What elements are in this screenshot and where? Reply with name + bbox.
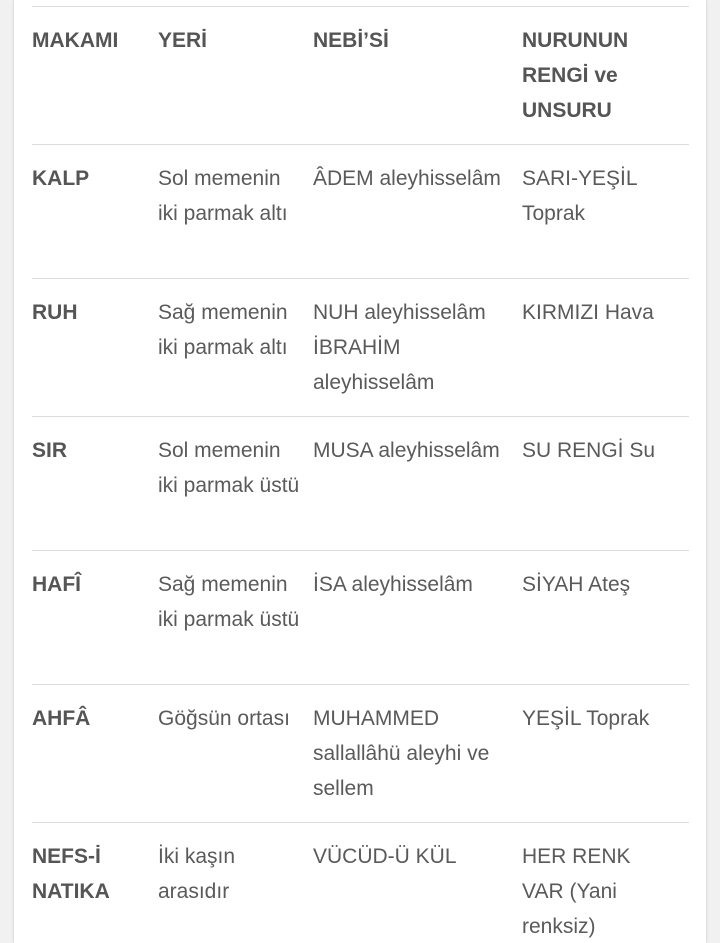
- cell-renk: SU RENGİ Su: [522, 417, 689, 551]
- cell-yeri: Sağ memenin iki parmak altı: [158, 279, 313, 417]
- header-makami: MAKAMI: [32, 7, 158, 145]
- cell-nebi: NUH aleyhisselâm İBRAHİM aleyhisselâm: [313, 279, 522, 417]
- cell-yeri: Sol memenin iki parmak üstü: [158, 417, 313, 551]
- cell-makam: AHFÂ: [32, 685, 158, 823]
- cell-yeri: Göğsün ortası: [158, 685, 313, 823]
- table-row: [32, 551, 689, 685]
- makam-table: [32, 6, 689, 943]
- cell-renk: SARI-YEŞİL Toprak: [522, 145, 689, 279]
- cell-yeri: İki kaşın arasıdır: [158, 823, 313, 943]
- table-row: [32, 279, 689, 417]
- cell-nebi: ÂDEM aleyhisselâm: [313, 145, 522, 279]
- cell-renk: HER RENK VAR (Yani renksiz): [522, 823, 689, 943]
- cell-nebi: İSA aleyhisselâm: [313, 551, 522, 685]
- cell-renk: YEŞİL Toprak: [522, 685, 689, 823]
- cell-makam: SIR: [32, 417, 158, 551]
- table-header-row: [32, 7, 689, 145]
- cell-makam: RUH: [32, 279, 158, 417]
- table-row: [32, 823, 689, 943]
- cell-renk: SİYAH Ateş: [522, 551, 689, 685]
- cell-makam: NEFS-İ NATIKA: [32, 823, 158, 943]
- table-row: [32, 685, 689, 823]
- header-nebisi: NEBİ’Sİ: [313, 7, 522, 145]
- table-row: [32, 145, 689, 279]
- cell-yeri: Sağ memenin iki parmak üstü: [158, 551, 313, 685]
- article-page: [14, 0, 706, 943]
- cell-makam: KALP: [32, 145, 158, 279]
- header-nurunun-rengi: NURUNUN RENGİ ve UNSURU: [522, 7, 689, 145]
- cell-nebi: MUSA aleyhisselâm: [313, 417, 522, 551]
- cell-nebi: MUHAMMED sallallâhü aleyhi ve sellem: [313, 685, 522, 823]
- header-yeri: YERİ: [158, 7, 313, 145]
- cell-renk: KIRMIZI Hava: [522, 279, 689, 417]
- cell-makam: HAFÎ: [32, 551, 158, 685]
- cell-nebi: VÜCÜD-Ü KÜL: [313, 823, 522, 943]
- table-row: [32, 417, 689, 551]
- cell-yeri: Sol memenin iki parmak altı: [158, 145, 313, 279]
